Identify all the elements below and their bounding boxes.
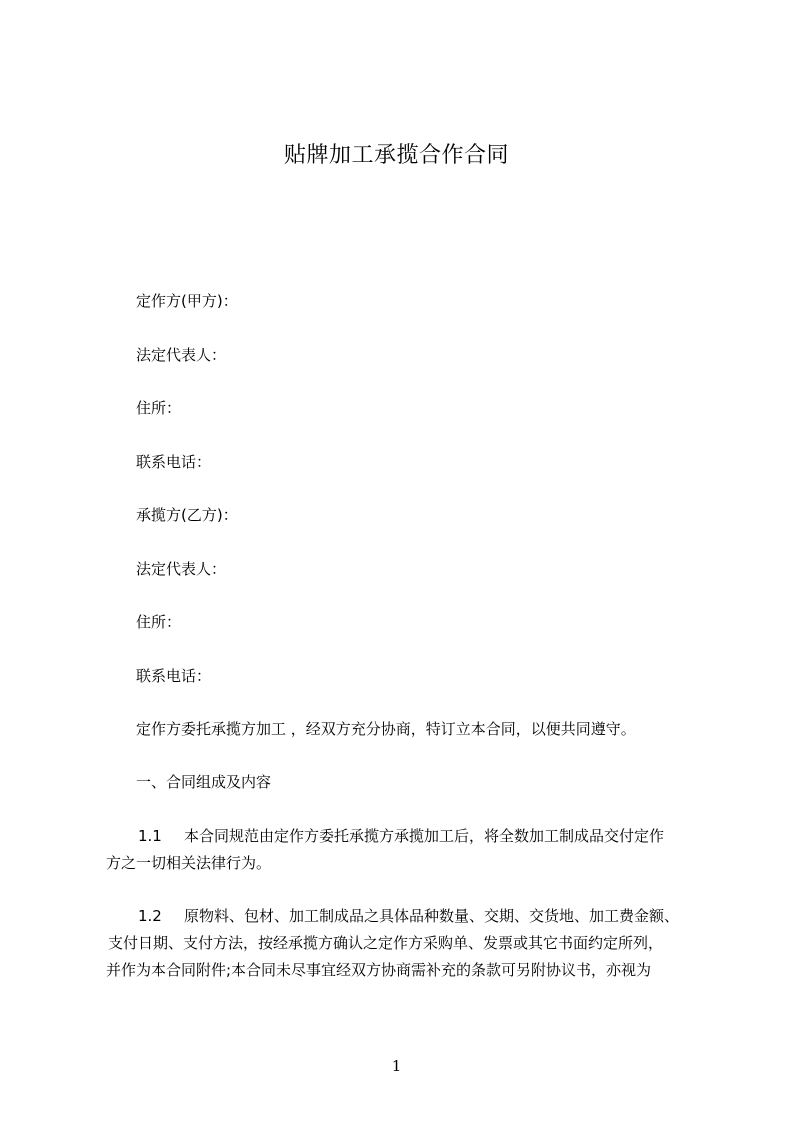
clause-1-1-number: 1.1 (138, 827, 162, 845)
party-a-representative-label: 法定代表人： (136, 346, 227, 364)
party-a-address-label: 住所： (136, 399, 182, 417)
clause-1-2-first-line (138, 906, 679, 926)
intro-paragraph: 定作方委托承揽方加工 ，经双方充分协商，特订立本合同，以便共同遵守。 (136, 720, 636, 738)
clause-1-2-text-line3: 并作为本合同附件;本合同未尽事宜经双方协商需补充的条款可另附协议书，亦视为 (106, 961, 652, 979)
party-b-address-label: 住所： (136, 613, 182, 631)
page-number: 1 (391, 1057, 402, 1075)
section-1-heading: 一、合同组成及内容 (136, 773, 272, 791)
clause-1-1-first-line (138, 826, 664, 846)
party-b-representative-label: 法定代表人： (136, 560, 227, 578)
clause-1-1-text-line1: 本合同规范由定作方委托承揽方承揽加工后，将全数加工制成品交付定作 (184, 827, 665, 845)
party-a-phone-label: 联系电话： (136, 453, 212, 471)
clause-1-2-text-line1: 原物料、包材、加工制成品之具体品种数量、交期、交货地、加工费金额、 (184, 907, 680, 925)
party-b-phone-label: 联系电话： (136, 667, 212, 685)
document-title: 贴牌加工承揽合作合同 (283, 143, 509, 168)
clause-1-1-text-line2: 方之一切相关法律行为。 (106, 854, 272, 872)
clause-1-2-number: 1.2 (138, 907, 162, 925)
party-b-label: 承揽方(乙方)： (136, 506, 238, 524)
party-a-label: 定作方(甲方)： (136, 292, 238, 310)
clause-1-2-text-line2: 支付日期、支付方法，按经承揽方确认之定作方采购单、发票或其它书面约定所列， (108, 934, 664, 952)
